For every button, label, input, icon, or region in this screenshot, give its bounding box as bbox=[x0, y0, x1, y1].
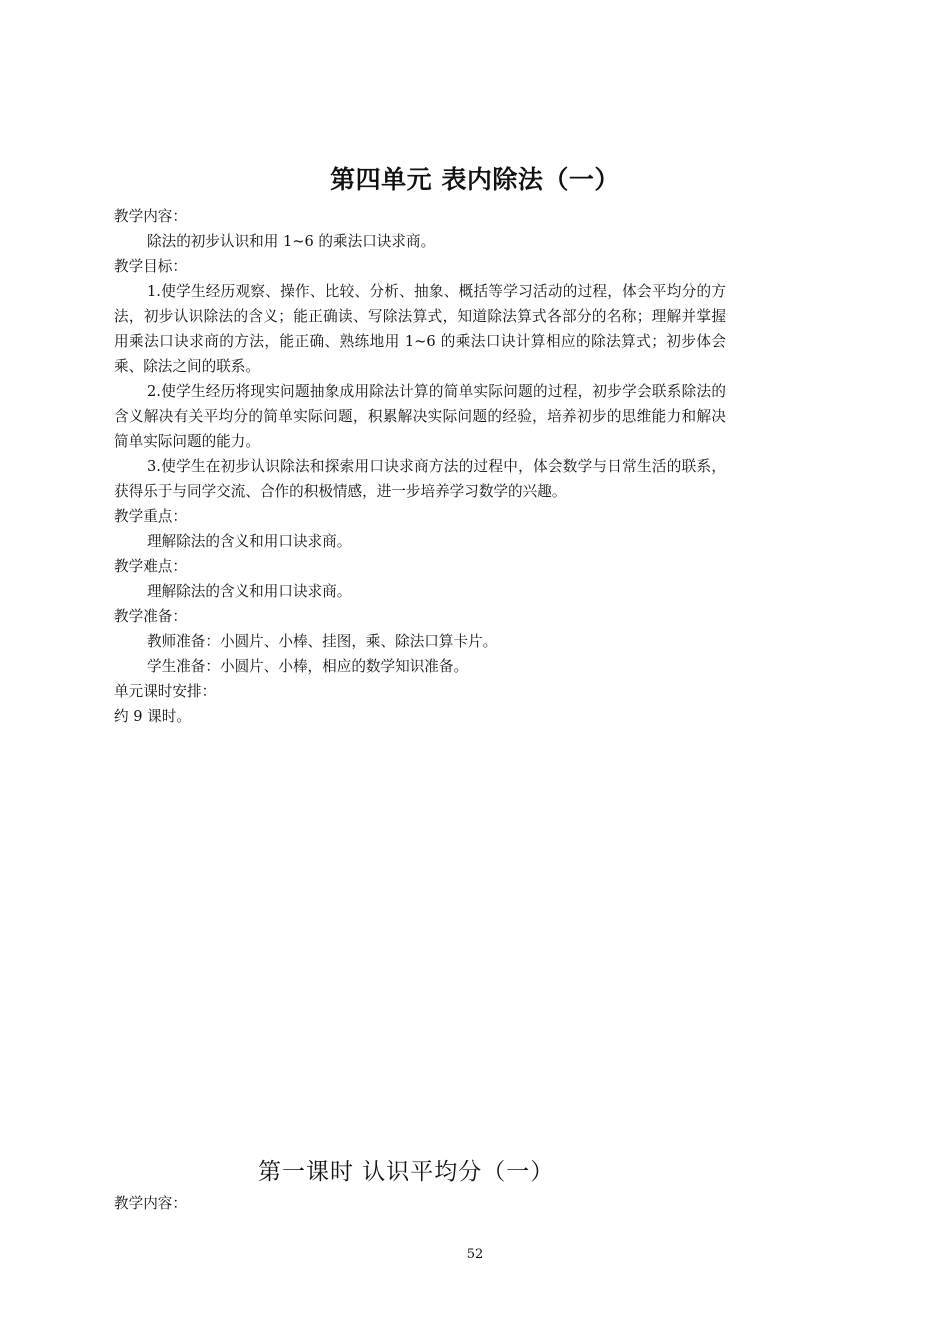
key-point-heading: 教学重点： bbox=[114, 508, 187, 525]
page-number: 52 bbox=[466, 1247, 484, 1262]
goal-1: 1.使学生经历观察、操作、比较、分析、抽象、概括等学习活动的过程，体会平均分的方法，初步认识除法的含义；能正确读、写除法算式，知道除法算式各部分的名称；理解并掌握用乘法口诀求商的方法，能正确、熟练地用 1~6 的乘法口诀计算相应的除法算式；初步体会乘、除法之间的联系。 bbox=[114, 283, 726, 375]
teacher-preparation: 教师准备：小圆片、小棒、挂图，乘、除法口算卡片。 bbox=[147, 633, 498, 650]
document-body bbox=[114, 204, 726, 729]
lesson-title: 第一课时 认识平均分（一） bbox=[258, 1159, 555, 1185]
content-heading: 教学内容： bbox=[114, 208, 187, 225]
student-preparation: 学生准备：小圆片、小棒，相应的数学知识准备。 bbox=[147, 658, 469, 675]
goal-3: 3.使学生在初步认识除法和探索用口诀求商方法的过程中，体会数学与日常生活的联系，获得乐于与同学交流、合作的积极情感，进一步培养学习数学的兴趣。 bbox=[114, 458, 726, 500]
goals-heading: 教学目标： bbox=[114, 258, 187, 275]
schedule-text: 约 9 课时。 bbox=[114, 708, 191, 725]
difficult-point-text: 理解除法的含义和用口诀求商。 bbox=[147, 583, 352, 600]
difficult-point-heading: 教学难点： bbox=[114, 558, 187, 575]
preparation-heading: 教学准备： bbox=[114, 608, 187, 625]
lesson-content-heading: 教学内容： bbox=[114, 1195, 187, 1212]
unit-title: 第四单元 表内除法（一） bbox=[330, 165, 620, 194]
goal-2: 2.使学生经历将现实问题抽象成用除法计算的简单实际问题的过程，初步学会联系除法的含义解决有关平均分的简单实际问题，积累解决实际问题的经验，培养初步的思维能力和解决简单实际问题的能力。 bbox=[114, 383, 726, 450]
key-point-text: 理解除法的含义和用口诀求商。 bbox=[147, 533, 352, 550]
schedule-heading: 单元课时安排： bbox=[114, 683, 217, 700]
content-text: 除法的初步认识和用 1~6 的乘法口诀求商。 bbox=[147, 233, 436, 250]
